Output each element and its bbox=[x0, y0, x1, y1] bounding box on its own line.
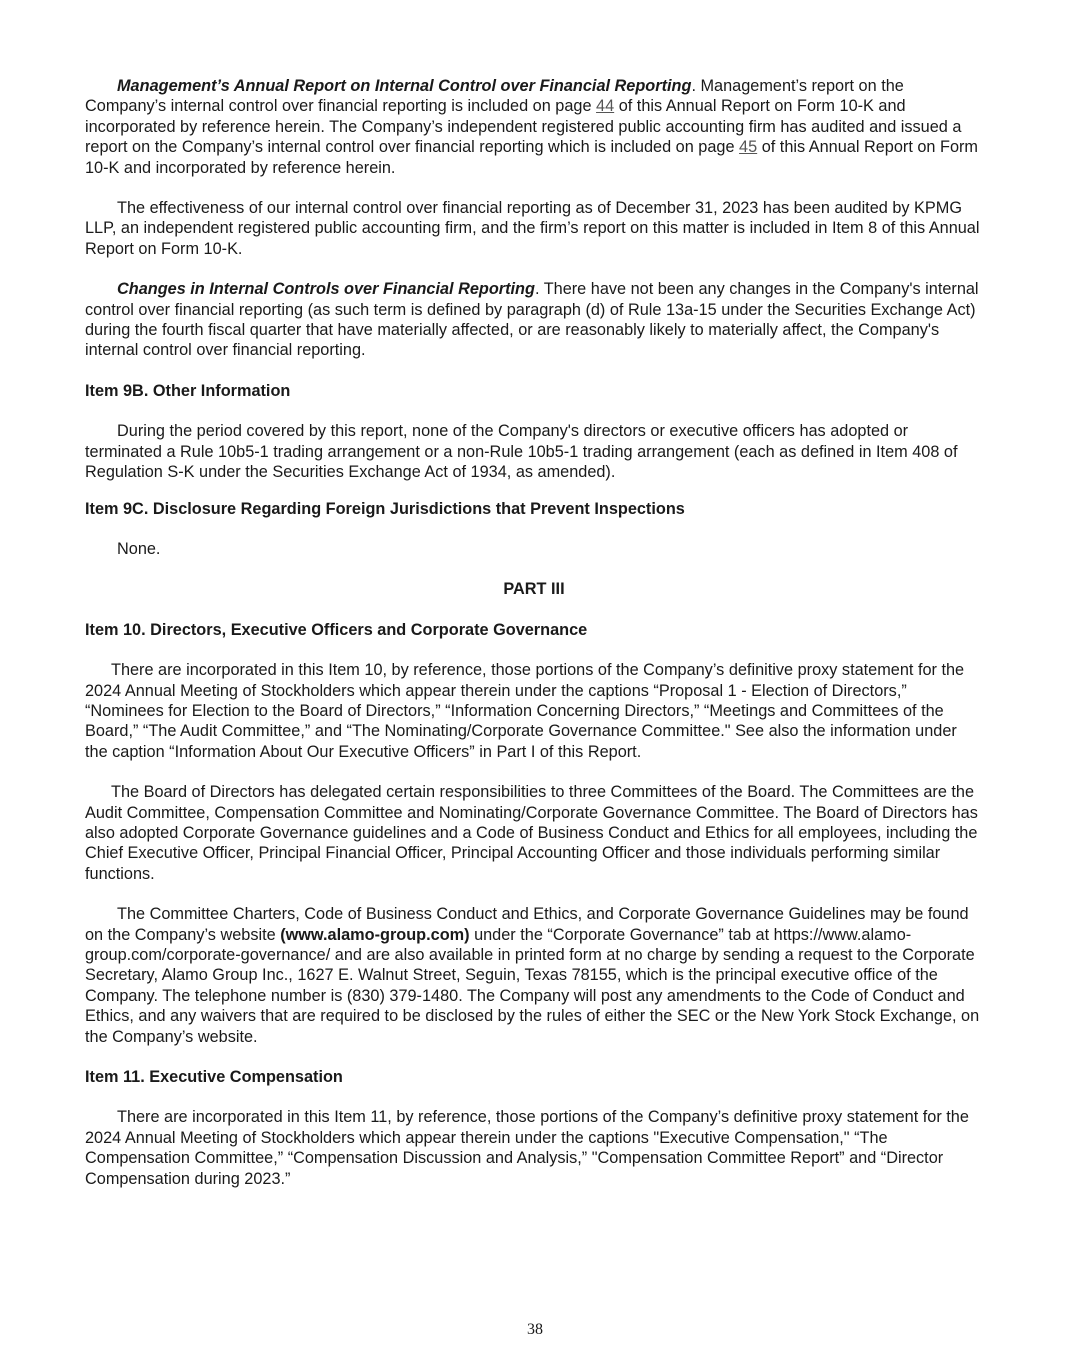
mgmt-report-text-1: . Management’s report on the Company’s internal control over financial reporting is included on page bbox=[85, 77, 904, 116]
page-45-link[interactable]: 45 bbox=[739, 138, 758, 157]
page-44-link[interactable]: 44 bbox=[596, 97, 615, 116]
website-text: (www.alamo-group.com) bbox=[280, 925, 470, 944]
heading-item-9c: Item 9C. Disclosure Regarding Foreign Jurisdictions that Prevent Inspections bbox=[85, 499, 685, 518]
part-iii-heading: PART III bbox=[503, 580, 565, 599]
paragraph-changes bbox=[85, 279, 983, 361]
paragraph-9b: During the period covered by this report, none of the Company's directors or executive officers has adopted or terminated a Rule 10b5-1 trading arrangement or a non-Rule 10b5-1 trading arrangement (each as defined in Item 408 of Regulation S-K under the Securities Exchange Act of 1934, as amended). bbox=[85, 422, 958, 482]
paragraph-10c-text-2: under the “Corporate Governance” tab at https://www.alamo-group.com/corporate-governance/ and are also available in printed form at no charge by sending a request to the Corporate Secretary, Alamo Group Inc., 1627 E. Walnut Street, Seguin, Texas 78155, which is the principal executive office of the Company. The telephone number is (830) 379-1480. The Company will post any amendments to the Code of Conduct and Ethics, and any waivers that are required to be disclosed by the rules of either the SEC or the New York Stock Exchange, on the Company’s website. bbox=[85, 925, 980, 1046]
paragraph-mgmt-report bbox=[85, 76, 983, 178]
paragraph-9c: None. bbox=[117, 539, 161, 558]
heading-item-9b: Item 9B. Other Information bbox=[85, 381, 291, 400]
document-body bbox=[85, 76, 983, 1189]
mgmt-report-text-3: of this Annual Report on Form 10-K and incorporated by reference herein. bbox=[85, 138, 978, 177]
changes-text: . There have not been any changes in the Company's internal control over financial reporting (as such term is defined by paragraph (d) of Rule 13a-15 under the Securities Exchange Act) during the fourth fiscal quarter that have materially affected, or are reasonably likely to materially affect, the Company's internal control over financial reporting. bbox=[85, 280, 979, 360]
paragraph-10c-text-1: The Committee Charters, Code of Business Conduct and Ethics, and Corporate Governance Guidelines may be found on the Company’s website bbox=[85, 905, 969, 944]
paragraph-10c bbox=[85, 904, 983, 1047]
paragraph-effectiveness: The effectiveness of our internal control over financial reporting as of December 31, 2023 has been audited by KPMG LLP, an independent registered public accounting firm, and the firm’s report on this matter is included in Item 8 of this Annual Report on Form 10-K. bbox=[85, 199, 980, 258]
heading-item-11: Item 11. Executive Compensation bbox=[85, 1068, 343, 1087]
paragraph-11: There are incorporated in this Item 11, by reference, those portions of the Company’s definitive proxy statement for the 2024 Annual Meeting of Stockholders which appear therein under the captions "Executive Compensation," “The Compensation Committee,” “Compensation Discussion and Analysis,” "Compensation Committee Report” and “Director Compensation during 2023.” bbox=[85, 1108, 969, 1188]
mgmt-report-text-2: of this Annual Report on Form 10-K and incorporated by reference herein. The Company’s independent registered public accounting firm has audited and issued a report on the Company’s internal control over financial reporting which is included on page bbox=[85, 97, 962, 157]
page-number: 38 bbox=[527, 1321, 543, 1338]
paragraph-10b: The Board of Directors has delegated certain responsibilities to three Committees of the Board. The Committees are the Audit Committee, Compensation Committee and Nominating/Corporate Governance Committee. The Board of Directors has also adopted Corporate Governance guidelines and a Code of Business Conduct and Ethics for all employees, including the Chief Executive Officer, Principal Financial Officer, Principal Accounting Officer and those individuals performing similar functions. bbox=[85, 783, 978, 883]
heading-item-10: Item 10. Directors, Executive Officers and Corporate Governance bbox=[85, 620, 588, 639]
mgmt-report-title: Management’s Annual Report on Internal Control over Financial Reporting bbox=[117, 77, 692, 95]
paragraph-10a: There are incorporated in this Item 10, by reference, those portions of the Company’s definitive proxy statement for the 2024 Annual Meeting of Stockholders which appear therein under the captions “Proposal 1 - Election of Directors,” “Nominees for Election to the Board of Directors,” “Information Concerning Directors,” “Meetings and Committees of the Board,” “The Audit Committee,” and “The Nominating/Corporate Governance Committee." See also the information under the caption “Information About Our Executive Officers” in Part I of this Report. bbox=[85, 661, 965, 761]
changes-title: Changes in Internal Controls over Financial Reporting bbox=[117, 280, 535, 299]
